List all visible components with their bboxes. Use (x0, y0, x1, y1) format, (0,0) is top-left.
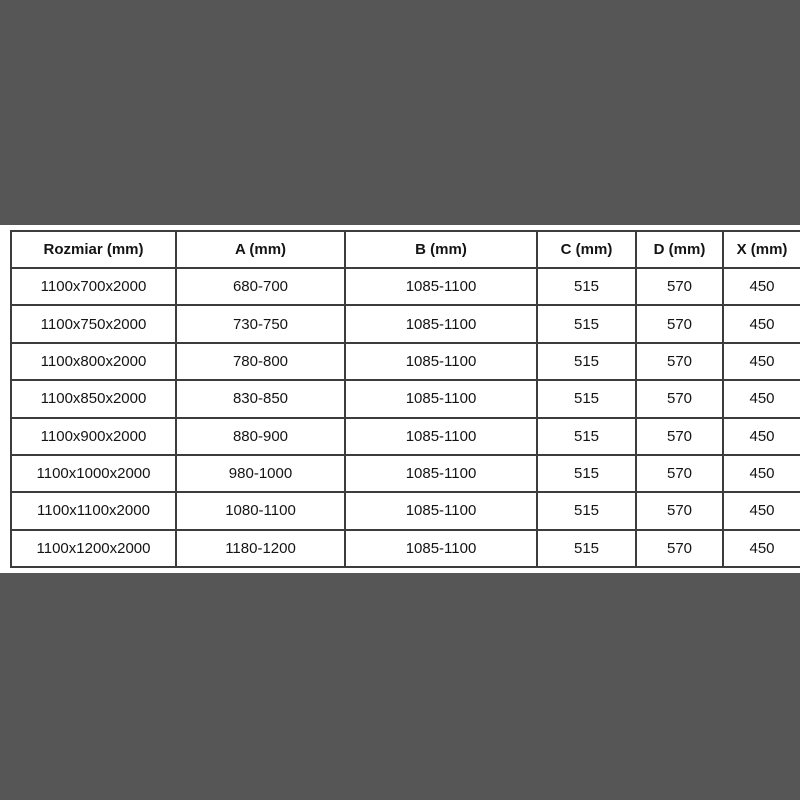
table-cell: 1180-1200 (176, 530, 345, 567)
table-cell: 570 (636, 530, 723, 567)
table-cell: 1085-1100 (345, 268, 537, 305)
table-cell: 730-750 (176, 305, 345, 342)
table-cell: 1080-1100 (176, 492, 345, 529)
table-cell: 1085-1100 (345, 418, 537, 455)
table-cell: 450 (723, 492, 800, 529)
table-row (11, 343, 800, 380)
table-cell: 1085-1100 (345, 380, 537, 417)
table-cell: 450 (723, 418, 800, 455)
table-cell: 1100x700x2000 (11, 268, 176, 305)
header-row (11, 231, 800, 268)
table-cell: 450 (723, 305, 800, 342)
column-header: C (mm) (537, 231, 636, 268)
table-row (11, 268, 800, 305)
table-cell: 570 (636, 380, 723, 417)
table-cell: 570 (636, 343, 723, 380)
table-cell: 980-1000 (176, 455, 345, 492)
column-header: Rozmiar (mm) (11, 231, 176, 268)
table-row (11, 418, 800, 455)
table-cell: 450 (723, 268, 800, 305)
column-header: B (mm) (345, 231, 537, 268)
spec-table-body (11, 268, 800, 567)
table-cell: 1100x750x2000 (11, 305, 176, 342)
table-cell: 450 (723, 530, 800, 567)
table-cell: 515 (537, 343, 636, 380)
spec-table (10, 230, 800, 568)
table-cell: 1085-1100 (345, 305, 537, 342)
table-cell: 680-700 (176, 268, 345, 305)
table-cell: 570 (636, 305, 723, 342)
table-cell: 570 (636, 418, 723, 455)
table-cell: 450 (723, 380, 800, 417)
table-cell: 515 (537, 305, 636, 342)
table-cell: 515 (537, 455, 636, 492)
column-header: A (mm) (176, 231, 345, 268)
table-row (11, 530, 800, 567)
spec-table-header (11, 231, 800, 268)
table-cell: 1085-1100 (345, 530, 537, 567)
table-cell: 515 (537, 492, 636, 529)
table-row (11, 492, 800, 529)
table-cell: 830-850 (176, 380, 345, 417)
table-cell: 450 (723, 455, 800, 492)
table-cell: 1100x800x2000 (11, 343, 176, 380)
table-cell: 880-900 (176, 418, 345, 455)
table-cell: 780-800 (176, 343, 345, 380)
column-header: X (mm) (723, 231, 800, 268)
table-cell: 1100x1100x2000 (11, 492, 176, 529)
table-cell: 515 (537, 268, 636, 305)
table-cell: 1085-1100 (345, 455, 537, 492)
table-cell: 450 (723, 343, 800, 380)
table-cell: 1100x1000x2000 (11, 455, 176, 492)
table-cell: 515 (537, 380, 636, 417)
table-row (11, 380, 800, 417)
table-row (11, 455, 800, 492)
table-cell: 1100x850x2000 (11, 380, 176, 417)
table-row (11, 305, 800, 342)
table-cell: 570 (636, 492, 723, 529)
table-cell: 570 (636, 268, 723, 305)
table-cell: 570 (636, 455, 723, 492)
table-cell: 1100x1200x2000 (11, 530, 176, 567)
table-cell: 515 (537, 418, 636, 455)
table-cell: 1085-1100 (345, 343, 537, 380)
spec-table-panel (0, 225, 800, 573)
table-cell: 515 (537, 530, 636, 567)
table-cell: 1085-1100 (345, 492, 537, 529)
table-cell: 1100x900x2000 (11, 418, 176, 455)
column-header: D (mm) (636, 231, 723, 268)
